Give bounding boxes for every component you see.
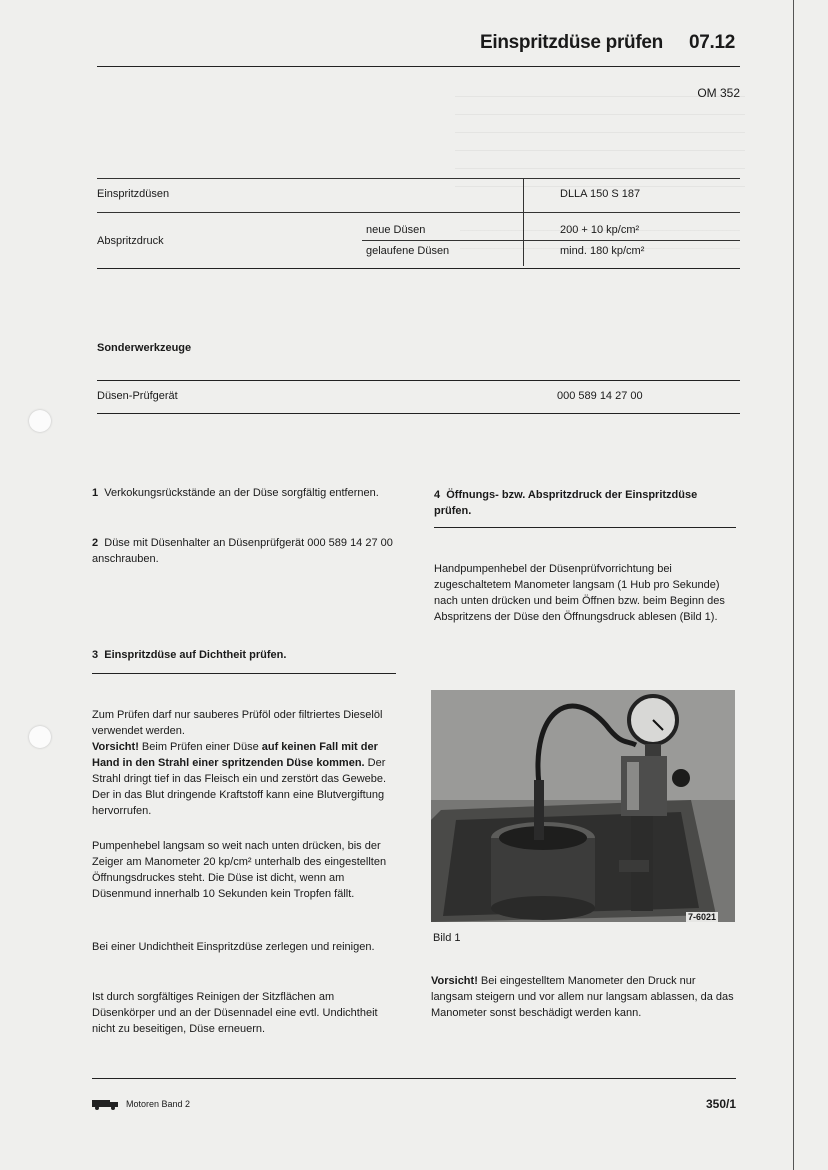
warning-emphasis: auf keinen Fall mit der Hand in den Strahl einer spritzenden Düse kommen.: [92, 741, 378, 769]
warning-text: Der Strahl dringt tief in das Fleisch ein und zerstört das Gewebe. Der in das Blut dringende Kraftstoff kann eine Blutvergiftung hervorrufen.: [92, 757, 387, 817]
engine-model: OM 352: [697, 86, 740, 100]
tools-heading: Sonderwerkzeuge: [97, 342, 192, 354]
footer-rule: [92, 1078, 736, 1079]
figure-code: 7-6021: [688, 912, 717, 922]
step-text: Düse mit Düsenhalter an Düsenprüfgerät 000 589 14 27 00 anschrauben.: [92, 537, 393, 565]
tool-number: 000 589 14 27 00: [557, 390, 643, 402]
table-column-divider: [523, 178, 524, 266]
step-3-replace: Ist durch sorgfältiges Reinigen der Sitzflächen am Düsenkörper und an der Düsennadel eine evtl. Undichtheit nicht zu beseitigen, Düse erneuern.: [92, 991, 378, 1035]
step-4-warning: [431, 973, 737, 1021]
warning-text: Bei eingestelltem Manometer den Druck nur langsam steigern und vor allem nur langsam ablassen, da das Manometer sonst beschädigt werden kann.: [431, 975, 734, 1019]
table-row-label: Einspritzdüsen: [97, 188, 170, 200]
page-title: [480, 32, 735, 54]
step-heading: Öffnungs- bzw. Abspritzdruck der Einspritzdüse prüfen.: [434, 489, 698, 517]
punch-hole: [29, 410, 51, 432]
table-row-sub: gelaufene Düsen: [366, 245, 450, 257]
figure-caption: Bild 1: [433, 932, 461, 944]
footer-volume: Motoren Band 2: [126, 1099, 191, 1109]
step-4-heading: [434, 487, 736, 519]
step-4-procedure: Handpumpenhebel der Düsenprüfvorrichtung bei zugeschaltetem Manometer langsam (1 Hub pro Sekunde) nach unten drücken und beim Öffnen bzw. beim Beginn des Abspritzens der Düse den Öffnungsdruck ablesen (Bild 1).: [434, 563, 725, 623]
page-number: 350/1: [705, 1097, 736, 1111]
step-number: 1: [92, 487, 99, 499]
table-row-rule: [97, 212, 740, 213]
brand-logo: [92, 1097, 120, 1115]
truck-logo-icon: [92, 1098, 120, 1110]
table-top-rule: [97, 178, 740, 179]
table-row-label: Abspritzdruck: [97, 235, 164, 247]
tools-top-rule: [97, 380, 740, 381]
tool-label: Düsen-Prüfgerät: [97, 390, 178, 402]
step-number: 2: [92, 537, 99, 549]
warning-text: Beim Prüfen einer Düse: [138, 741, 262, 753]
step-3-procedure: Pumpenhebel langsam so weit nach unten drücken, bis der Zeiger am Manometer 20 kp/cm² unterhalb des eingestellten Öffnungsdruckes steht. Die Düse ist dicht, wenn am Düsenmund innerhalb 10 Sekunden kein Tropfen fällt.: [92, 840, 387, 900]
tools-bottom-rule: [97, 413, 740, 414]
warning-label: Vorsicht!: [92, 741, 139, 753]
step-3-intro: Zum Prüfen darf nur sauberes Prüföl oder filtriertes Dieselöl verwendet werden.: [92, 709, 383, 737]
punch-hole: [29, 726, 51, 748]
page-edge: [793, 0, 794, 1170]
table-row-sub: neue Düsen: [366, 224, 426, 236]
step-3-leak: Bei einer Undichtheit Einspritzdüse zerlegen und reinigen.: [92, 941, 375, 953]
step-text: Verkokungsrückstände an der Düse sorgfältig entfernen.: [104, 487, 379, 499]
step-1: [92, 485, 396, 501]
step-2: [92, 535, 396, 567]
table-row-value: DLLA 150 S 187: [560, 188, 641, 200]
table-sub-rule: [362, 240, 740, 241]
step-3-heading: [92, 647, 396, 663]
table-bottom-rule: [97, 268, 740, 269]
step-3-rule: [92, 673, 396, 674]
title-text: Einspritzdüse prüfen: [480, 32, 663, 53]
header-rule: [97, 66, 740, 67]
table-row-value: mind. 180 kp/cm²: [560, 245, 645, 257]
step-number: 4: [434, 489, 441, 501]
nozzle-tester-photo: [431, 690, 735, 922]
tester-illustration: [431, 690, 735, 922]
step-heading: Einspritzdüse auf Dichtheit prüfen.: [104, 649, 287, 661]
step-number: 3: [92, 649, 99, 661]
step-4-rule: [434, 527, 736, 528]
section-number: 07.12: [688, 32, 736, 53]
step-3-warning: [92, 739, 396, 819]
warning-label: Vorsicht!: [431, 975, 478, 987]
table-row-value: 200 + 10 kp/cm²: [560, 224, 640, 236]
